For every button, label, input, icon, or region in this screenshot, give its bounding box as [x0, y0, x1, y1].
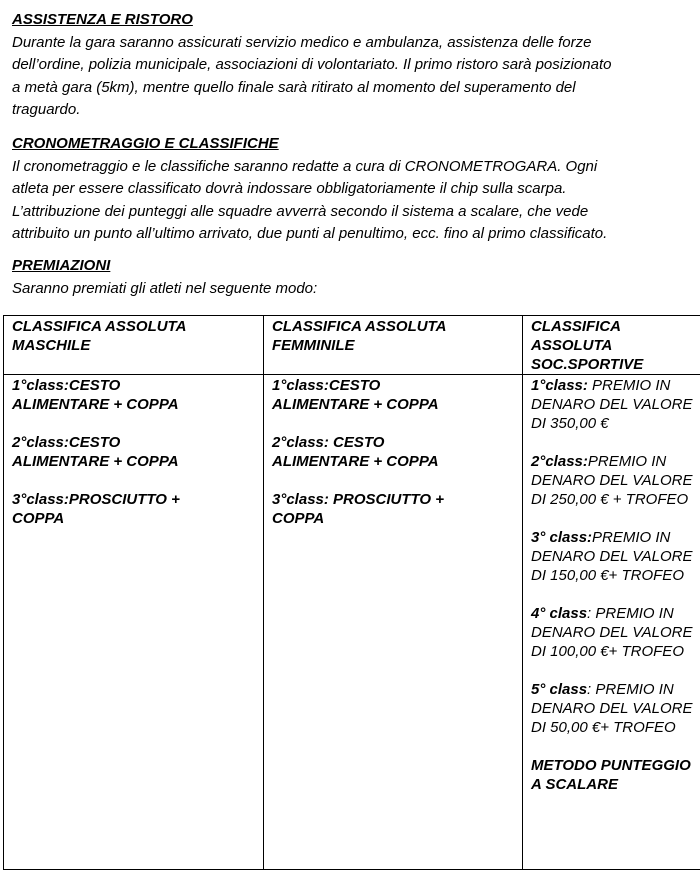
- section-body: [12, 156, 692, 246]
- prize-line: A SCALARE: [531, 776, 618, 793]
- section-premiazioni: [12, 255, 692, 300]
- body-line: Durante la gara saranno assicurati servizio medico e ambulanza, assistenza delle forze: [12, 33, 592, 51]
- body-line: atleta per essere classificato dovrà indossare obbligatoriamente il chip sulla scarpa.: [12, 180, 567, 197]
- prize-line: ALIMENTARE + COPPA: [12, 396, 179, 413]
- prize-line: PREMIO IN: [587, 453, 667, 470]
- prize-line: ALIMENTARE + COPPA: [272, 453, 439, 470]
- prize-line: DENARO DEL VALORE: [531, 548, 693, 565]
- header-line: FEMMINILE: [272, 337, 355, 354]
- prize-label: 2°class:: [531, 453, 588, 470]
- body-line: traguardo.: [12, 101, 81, 118]
- body-line: a metà gara (5km), mentre quello finale sarà ritirato al momento del superamento del: [12, 78, 576, 96]
- prize-entry: [272, 490, 514, 528]
- header-line: MASCHILE: [12, 337, 91, 354]
- prize-entry: [272, 376, 514, 414]
- prize-line: 2°class: CESTO: [272, 434, 385, 451]
- prize-entry: [531, 604, 700, 661]
- table-body-row: [4, 375, 700, 870]
- header-societa: [523, 316, 700, 375]
- body-line: Il cronometraggio e le classifiche saranno redatte a cura di CRONOMETROGARA. Ogni: [12, 157, 598, 175]
- prize-label: 4° class: [531, 605, 588, 622]
- prize-line: COPPA: [272, 510, 325, 527]
- prize-line: 3°class:PROSCIUTTO +: [12, 491, 180, 508]
- prize-label: 1°class:: [531, 377, 588, 394]
- prize-line: DI 350,00 €: [531, 415, 609, 432]
- cell-femminile: [264, 375, 523, 870]
- prize-line: DI 150,00 €+ TROFEO: [531, 567, 684, 584]
- section-title: PREMIAZIONI: [12, 257, 111, 274]
- prize-line: DI 50,00 €+ TROFEO: [531, 719, 676, 736]
- prizes-table: [3, 315, 700, 870]
- cell-societa: [523, 375, 700, 870]
- section-assistenza-ristoro: [12, 9, 692, 122]
- prize-line: DENARO DEL VALORE: [531, 700, 693, 717]
- prize-line: DENARO DEL VALORE: [531, 396, 693, 413]
- prize-entry: [12, 490, 255, 528]
- header-femminile: [264, 316, 523, 375]
- prize-line: PREMIO IN: [587, 377, 671, 394]
- header-line: CLASSIFICA: [531, 318, 621, 335]
- section-body: [12, 32, 692, 122]
- prize-entry: [12, 433, 255, 471]
- prize-entry: [272, 433, 514, 471]
- prize-entry: [531, 680, 700, 737]
- prize-line: DI 100,00 €+ TROFEO: [531, 643, 684, 660]
- prize-entry: [531, 452, 700, 509]
- header-line: CLASSIFICA ASSOLUTA: [12, 318, 187, 335]
- prize-line: 1°class:CESTO: [272, 377, 381, 394]
- body-line: L’attribuzione dei punteggi alle squadre avverrà secondo il sistema a scalare, che vede: [12, 202, 589, 220]
- prize-line: : PREMIO IN: [587, 681, 674, 698]
- section-cronometraggio: [12, 133, 692, 246]
- prize-entry: [12, 376, 255, 414]
- prize-label: 3° class:: [531, 529, 593, 546]
- prize-line: 1°class:CESTO: [12, 377, 121, 394]
- prize-line: ALIMENTARE + COPPA: [272, 396, 439, 413]
- prize-entry: [531, 376, 700, 433]
- cell-maschile: [4, 375, 264, 870]
- metodo-punteggio: [531, 756, 700, 794]
- prize-line: : PREMIO IN: [587, 605, 674, 622]
- header-line: SOC.SPORTIVE: [531, 356, 644, 373]
- prize-line: 3°class: PROSCIUTTO +: [272, 491, 445, 508]
- prize-line: DI 250,00 € + TROFEO: [531, 491, 689, 508]
- body-line: dell’ordine, polizia municipale, associazioni di volontariato. Il primo ristoro sarà posizionato: [12, 56, 612, 73]
- table-header-row: [4, 316, 700, 375]
- header-line: ASSOLUTA: [531, 337, 613, 354]
- prize-line: ALIMENTARE + COPPA: [12, 453, 179, 470]
- body-line: attribuito un punto all’ultimo arrivato, due punti al penultimo, ecc. fino al primo classificato.: [12, 225, 608, 242]
- section-title: CRONOMETRAGGIO E CLASSIFICHE: [12, 135, 279, 152]
- prize-line: 2°class:CESTO: [12, 434, 121, 451]
- section-intro: Saranno premiati gli atleti nel seguente modo:: [12, 279, 318, 297]
- prize-entry: [531, 528, 700, 585]
- section-title: ASSISTENZA E RISTORO: [12, 11, 193, 28]
- prize-line: METODO PUNTEGGIO: [531, 757, 691, 774]
- prize-label: 5° class: [531, 681, 588, 698]
- prize-line: DENARO DEL VALORE: [531, 624, 693, 641]
- prize-line: DENARO DEL VALORE: [531, 472, 693, 489]
- header-line: CLASSIFICA ASSOLUTA: [272, 318, 447, 335]
- prize-line: COPPA: [12, 510, 65, 527]
- prize-line: PREMIO IN: [592, 529, 671, 546]
- header-maschile: [4, 316, 264, 375]
